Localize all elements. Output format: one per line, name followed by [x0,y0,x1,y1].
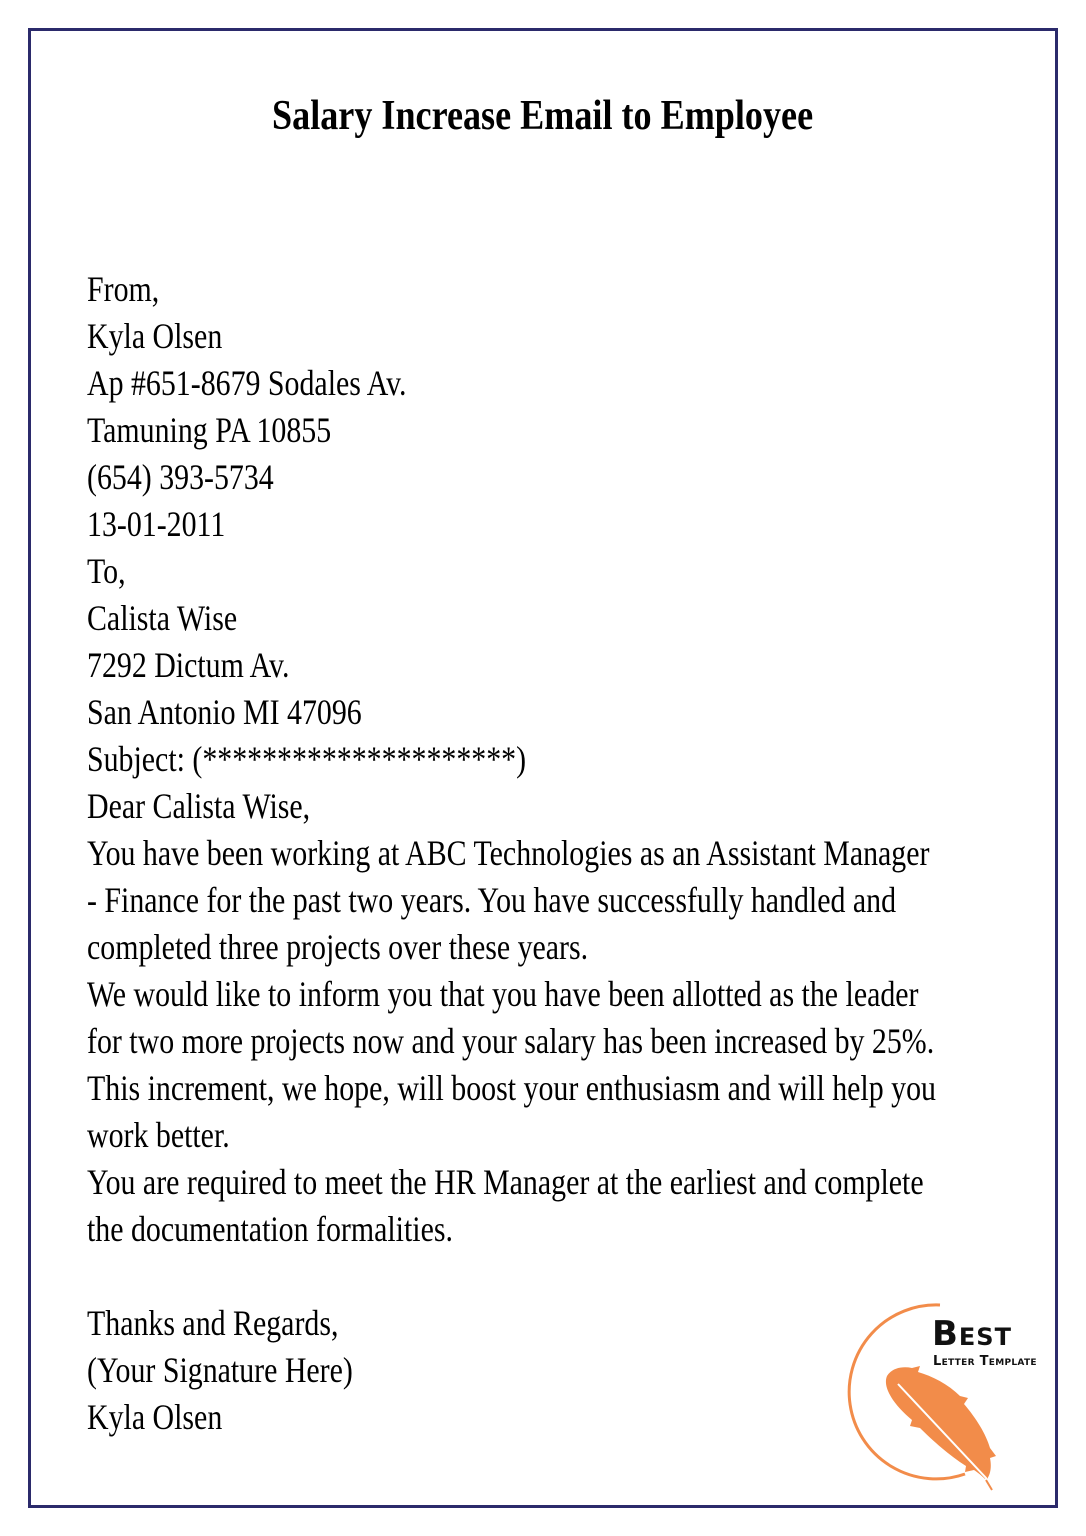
sender-name: Kyla Olsen [87,316,223,356]
recipient-block [87,548,1086,736]
body-line: - Finance for the past two years. You have successfully handled and [87,880,897,920]
letter-date: 13-01-2011 [87,504,226,544]
brand-logo [840,1298,1050,1498]
sender-address-line1: Ap #651-8679 Sodales Av. [87,363,407,403]
spacer [87,1253,1086,1300]
body-line: the documentation formalities. [87,1209,453,1249]
body-line: work better. [87,1115,230,1155]
sender-phone: (654) 393-5734 [87,457,274,497]
body-paragraphs [87,830,1086,1253]
sender-salutation: From, [87,269,160,309]
logo-brand-sub: Letter Template [933,1354,1037,1369]
document-title [0,92,1086,140]
letter-body [87,266,1086,1441]
logo-brand-main: Best [932,1314,1012,1354]
body-line: completed three projects over these years. [87,927,589,967]
body-line: You are required to meet the HR Manager at the earliest and complete [87,1162,924,1202]
recipient-address-line2: San Antonio MI 47096 [87,692,362,732]
closing-name: Kyla Olsen [87,1397,223,1437]
body-line: for two more projects now and your salary has been increased by 25%. [87,1021,935,1061]
document-title-text: Salary Increase Email to Employee [272,93,814,139]
sender-block [87,266,1086,548]
subject-line: Subject: (*********************) [87,739,527,779]
body-line: We would like to inform you that you have been allotted as the leader [87,974,919,1014]
recipient-salutation: To, [87,551,126,591]
sender-address-line2: Tamuning PA 10855 [87,410,332,450]
body-line: You have been working at ABC Technologies as an Assistant Manager [87,833,930,873]
signature-placeholder: (Your Signature Here) [87,1350,353,1390]
recipient-address-line1: 7292 Dictum Av. [87,645,290,685]
greeting: Dear Calista Wise, [87,786,311,826]
recipient-name: Calista Wise [87,598,238,638]
valediction: Thanks and Regards, [87,1303,339,1343]
body-line: This increment, we hope, will boost your enthusiasm and will help you [87,1068,936,1108]
